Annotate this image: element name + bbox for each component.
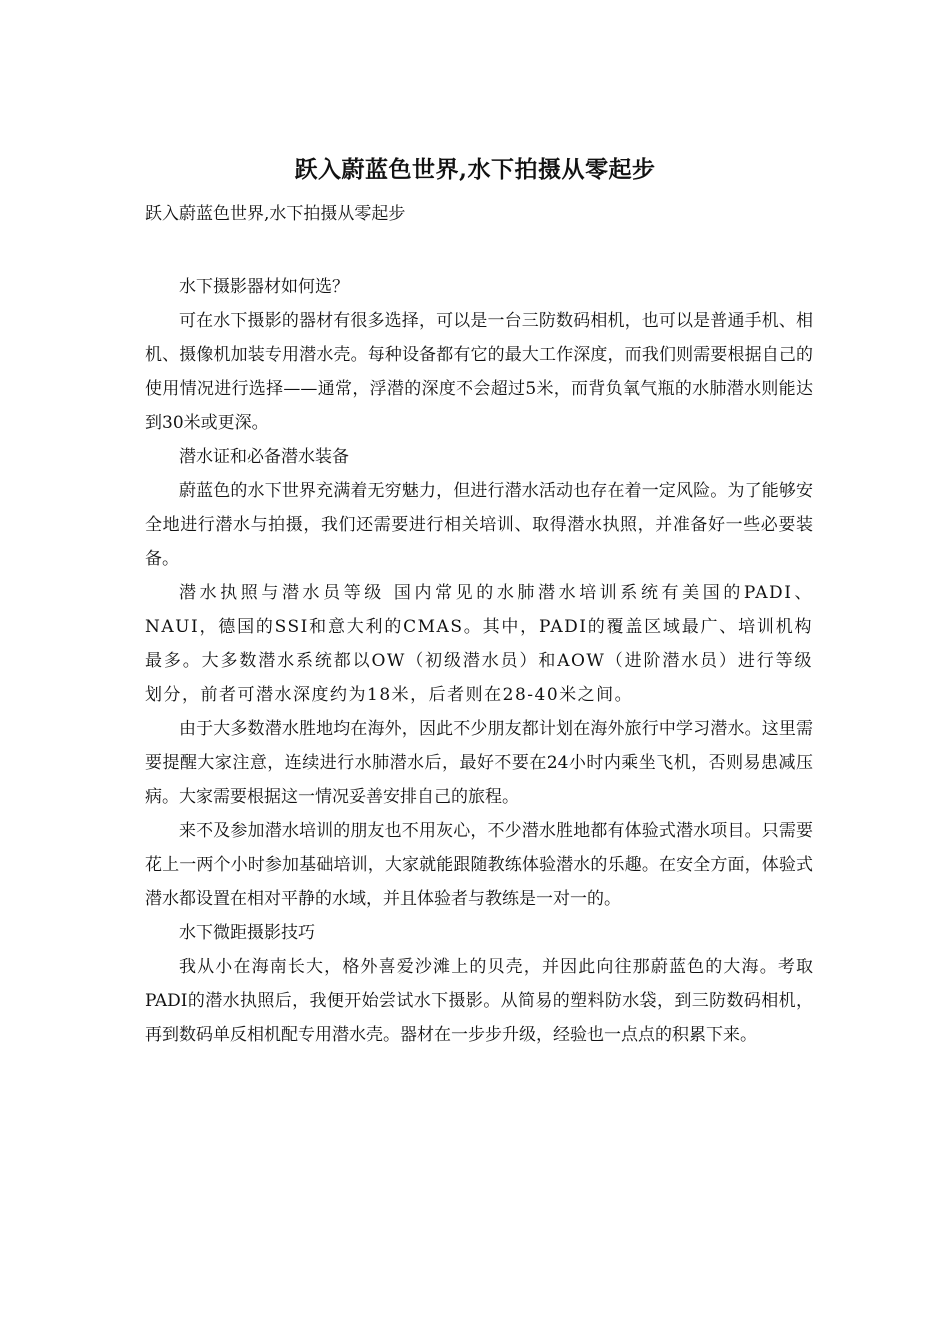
document-title: 跃入蔚蓝色世界,水下拍摄从零起步 bbox=[294, 156, 656, 183]
paragraph-travel: 由于大多数潜水胜地均在海外，因此不少朋友都计划在海外旅行中学习潜水。这里需要提醒大家注意，连续进行水肺潜水后，最好不要在24小时内乘坐飞机，否则易患减压病。大家需要根据这一情况妥善安排自己的旅程。 bbox=[145, 719, 813, 807]
section-heading-equipment: 水下摄影器材如何选？ bbox=[179, 277, 349, 297]
paragraph-equipment: 可在水下摄影的器材有很多选择，可以是一台三防数码相机，也可以是普通手机、相机、摄像机加装专用潜水壳。每种设备都有它的最大工作深度，而我们则需要根据自己的使用情况进行选择——通常，浮潜的深度不会超过5米，而背负氧气瓶的水肺潜水则能达到30米或更深。 bbox=[145, 311, 813, 433]
paragraph-personal-story: 我从小在海南长大，格外喜爱沙滩上的贝壳，并因此向往那蔚蓝色的大海。考取PADI的潜水执照后，我便开始尝试水下摄影。从简易的塑料防水袋，到三防数码相机，再到数码单反相机配专用潜水壳。器材在一步步升级，经验也一点点的积累下来。 bbox=[145, 957, 813, 1045]
paragraph-risk: 蔚蓝色的水下世界充满着无穷魅力，但进行潜水活动也存在着一定风险。为了能够安全地进行潜水与拍摄，我们还需要进行相关培训、取得潜水执照，并准备好一些必要装备。 bbox=[145, 481, 813, 569]
document-body bbox=[145, 270, 813, 1052]
section-heading-macro: 水下微距摄影技巧 bbox=[179, 923, 315, 943]
document-subtitle: 跃入蔚蓝色世界,水下拍摄从零起步 bbox=[145, 204, 406, 224]
paragraph-trial-dive: 来不及参加潜水培训的朋友也不用灰心，不少潜水胜地都有体验式潜水项目。只需要花上一两个小时参加基础培训，大家就能跟随教练体验潜水的乐趣。在安全方面，体验式潜水都设置在相对平静的水域，并且体验者与教练是一对一的。 bbox=[145, 821, 813, 909]
section-heading-license: 潜水证和必备潜水装备 bbox=[179, 447, 349, 467]
paragraph-license-levels: 潜水执照与潜水员等级 国内常见的水肺潜水培训系统有美国的PADI、NAUI，德国的SSI和意大利的CMAS。其中，PADI的覆盖区域最广、培训机构最多。大多数潜水系统都以OW（初级潜水员）和AOW（进阶潜水员）进行等级划分，前者可潜水深度约为18米，后者则在28-40米之间。 bbox=[145, 583, 813, 705]
